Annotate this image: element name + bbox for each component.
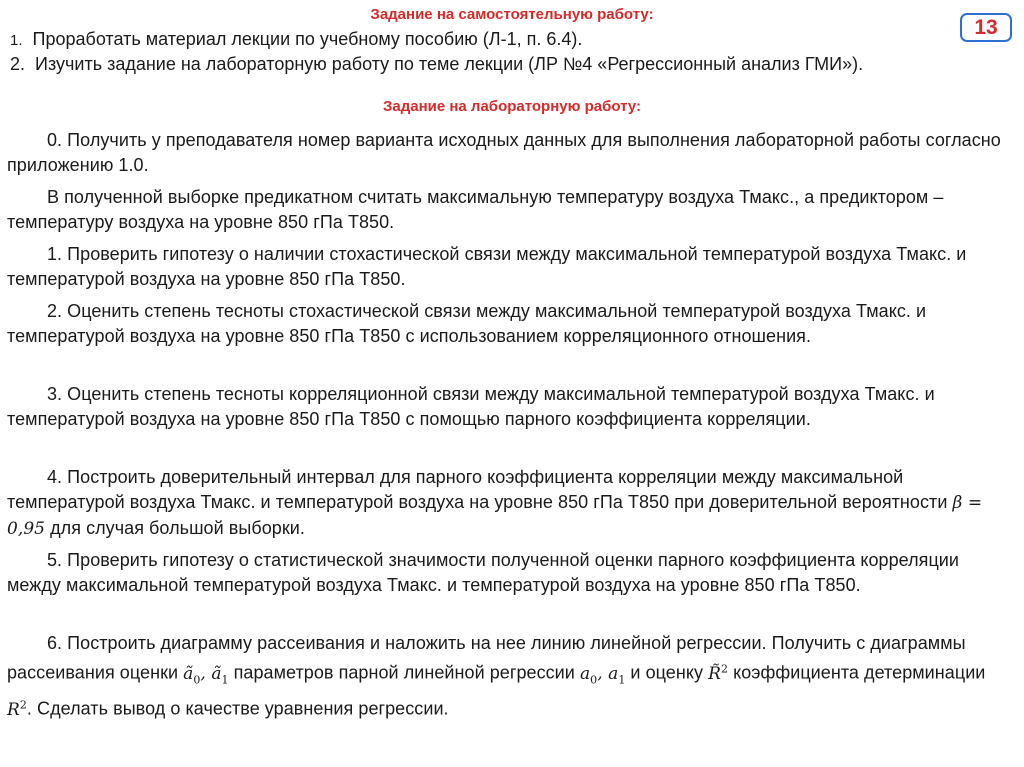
- lab-paragraph-4-tail: для случая большой выборки.: [45, 518, 305, 538]
- estimate-r-squared: [708, 664, 728, 684]
- estimate-r-symbol: R̃: [708, 663, 721, 684]
- lab-paragraph-3: 3. Оценить степень тесноты корреляционной связи между максимальной температурой воздуха Тмакс. и температурой воздуха на уровне 850 гПа Т850 с помощью парного коэффициента корреляции.: [7, 384, 935, 429]
- slide-number-badge: 13: [960, 13, 1012, 42]
- param-a1-subscript: 1: [618, 673, 626, 687]
- self-work-title: Задание на самостоятельную работу:: [370, 6, 654, 23]
- lab-paragraph-6: [7, 631, 1003, 723]
- param-a1: [608, 663, 626, 687]
- param-comma: ,: [597, 663, 609, 684]
- param-a0-symbol: a: [579, 663, 591, 684]
- self-work-item-1-num: 1.: [10, 32, 23, 49]
- lab-paragraph-6-text-3: и оценку: [625, 662, 709, 683]
- lab-paragraph-0: 0. Получить у преподавателя номер варианта исходных данных для выполнения лабораторной работы согласно приложению 1.0.: [7, 130, 1001, 175]
- self-work-item-1-text: Проработать материал лекции по учебному пособию (Л-1, п. 6.4).: [32, 29, 583, 49]
- lab-paragraph-4: [7, 465, 1003, 542]
- param-a1-symbol: a: [608, 663, 619, 684]
- estimate-comma: ,: [200, 663, 212, 684]
- lab-paragraph-6-text: 6. Построить диаграмму рассеивания и наложить на нее линию линейной регрессии. Получить с диаграммы рассеивания оценки: [7, 633, 966, 683]
- r-symbol: R: [7, 699, 20, 720]
- estimate-a1-subscript: 1: [221, 673, 229, 687]
- confidence-formula: β = 0,95: [7, 493, 983, 539]
- r-squared: [7, 700, 27, 720]
- estimate-a1: [211, 663, 229, 687]
- lab-paragraph-4-text: 4. Построить доверительный интервал для парного коэффициента корреляции между максимальной температурой воздуха Тмакс. и температурой воздуха на уровне 850 гПа Т850 при доверительной вероятности: [7, 467, 953, 512]
- self-work-item-2: [10, 53, 863, 75]
- lab-paragraph-6-text-4: коэффициента детерминации: [728, 662, 986, 683]
- lab-work-title: Задание на лабораторную работу:: [382, 98, 642, 115]
- lab-paragraph-1: 1. Проверить гипотезу о наличии стохастической связи между максимальной температурой воздуха Тмакс. и температурой воздуха на уровне 850 гПа Т850.: [7, 244, 967, 289]
- estimate-a0-symbol: ã: [183, 663, 194, 684]
- estimate-r-superscript: 2: [720, 662, 729, 675]
- param-a0-subscript: 0: [590, 673, 598, 687]
- self-work-item-2-text: Изучить задание на лабораторную работу по теме лекции (ЛР №4 «Регрессионный анализ ГМИ»).: [35, 54, 864, 74]
- estimate-a1-symbol: ã: [211, 663, 222, 684]
- lab-paragraph-6-text-5: . Сделать вывод о качестве уравнения регрессии.: [26, 698, 449, 719]
- lab-paragraph-5: 5. Проверить гипотезу о статистической значимости полученной оценки парного коэффициента корреляции между максимальной температурой воздуха Тмакс. и температурой воздуха на уровне 850 гПа Т850.: [7, 550, 960, 595]
- r-superscript: 2: [19, 698, 27, 712]
- estimate-a0: [183, 663, 201, 687]
- lab-paragraph-6-text-2: параметров парной линейной регрессии: [228, 662, 580, 683]
- lab-paragraph-2: 2. Оценить степень тесноты стохастической связи между максимальной температурой воздуха Тмакс. и температурой воздуха на уровне 850 гПа Т850 с использованием корреляционного отношения.: [7, 301, 927, 346]
- lab-paragraph-intro: В полученной выборке предикатном считать максимальную температуру воздуха Тмакс., а предиктором – температуру воздуха на уровне 850 гПа Т850.: [7, 187, 944, 232]
- self-work-item-2-num: 2.: [10, 54, 26, 74]
- param-a0: [579, 663, 598, 687]
- self-work-item-1: [10, 28, 582, 52]
- estimate-a0-subscript: 0: [193, 673, 201, 687]
